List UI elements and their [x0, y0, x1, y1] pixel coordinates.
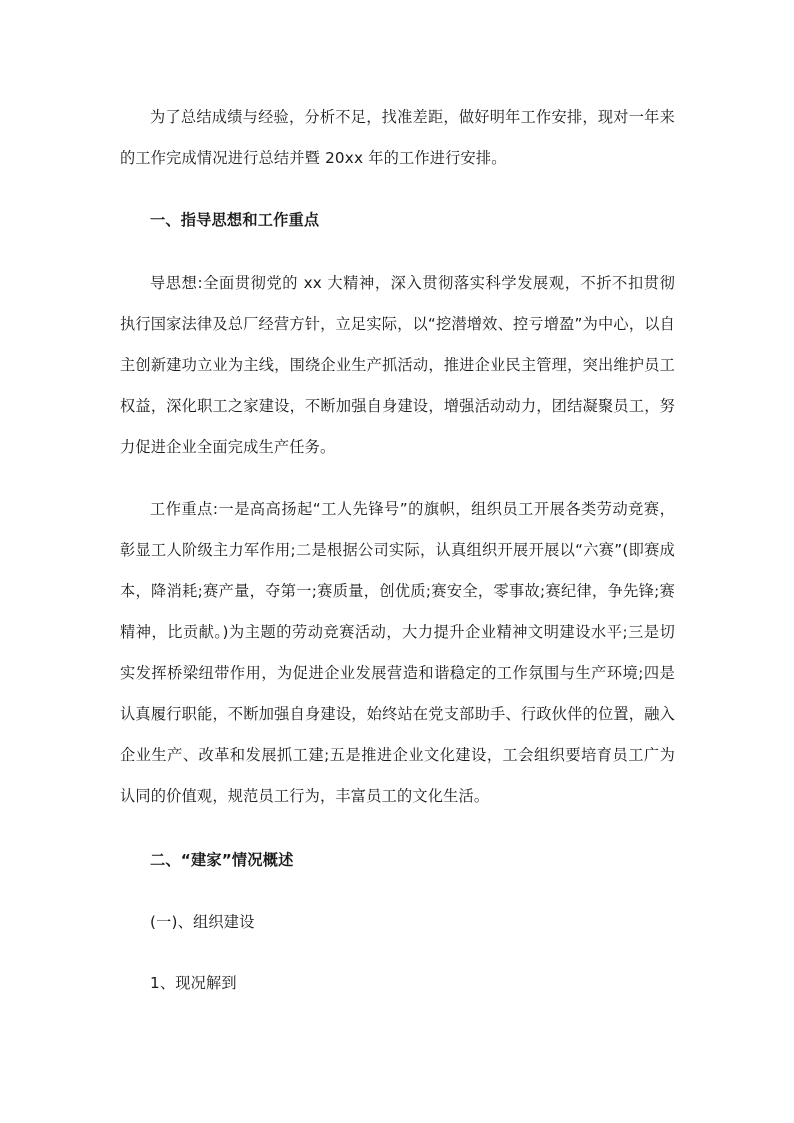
subsection-organization-heading: (一)、组织建设	[150, 913, 255, 931]
work-focus-paragraph: 工作重点:一是高高扬起“工人先锋号”的旗帜，组织员工开展各类劳动竞赛，彰显工人阶级主力军作用;二是根据公司实际，认真组织开展开展以“六赛”(即赛成本，降消耗;赛产量，夺第一;赛质量，创优质;赛安全，零事故;赛纪律，争先锋;赛精神，比贡献。)为主题的劳动竞赛活动，大力提升企业精神文明建设水平;三是切实发挥桥梁纽带作用，为促进企业发展营造和谐稳定的工作氛围与生产环境;四是认真履行职能，不断加强自身建设，始终站在党支部助手、行政伙伴的位置，融入企业生产、改革和发展抓工建;五是推进企业文化建设，工会组织要培育员工广为认同的价值观，规范员工行为，丰富员工的文化生活。	[120, 500, 675, 805]
guiding-thought-paragraph: 导思想:全面贯彻党的 xx 大精神，深入贯彻落实科学发展观，不折不扣贯彻执行国家法律及总厂经营方针，立足实际，以“挖潜增效、控亏增盈”为中心，以自主创新建功立业为主线，围绕企业生产抓活动，推进企业民主管理，突出维护员工权益，深化职工之家建设，不断加强自身建设，增强活动动力，团结凝聚员工，努力促进企业全面完成生产任务。	[120, 274, 675, 456]
section-2-heading: 二、“建家”情况概述	[150, 851, 294, 869]
intro-paragraph: 为了总结成绩与经验，分析不足，找准差距，做好明年工作安排，现对一年来的工作完成情况进行总结并暨 20xx 年的工作进行安排。	[120, 108, 675, 167]
item-current-status: 1、现况解到	[150, 974, 237, 992]
section-1-heading: 一、指导思想和工作重点	[150, 211, 320, 229]
